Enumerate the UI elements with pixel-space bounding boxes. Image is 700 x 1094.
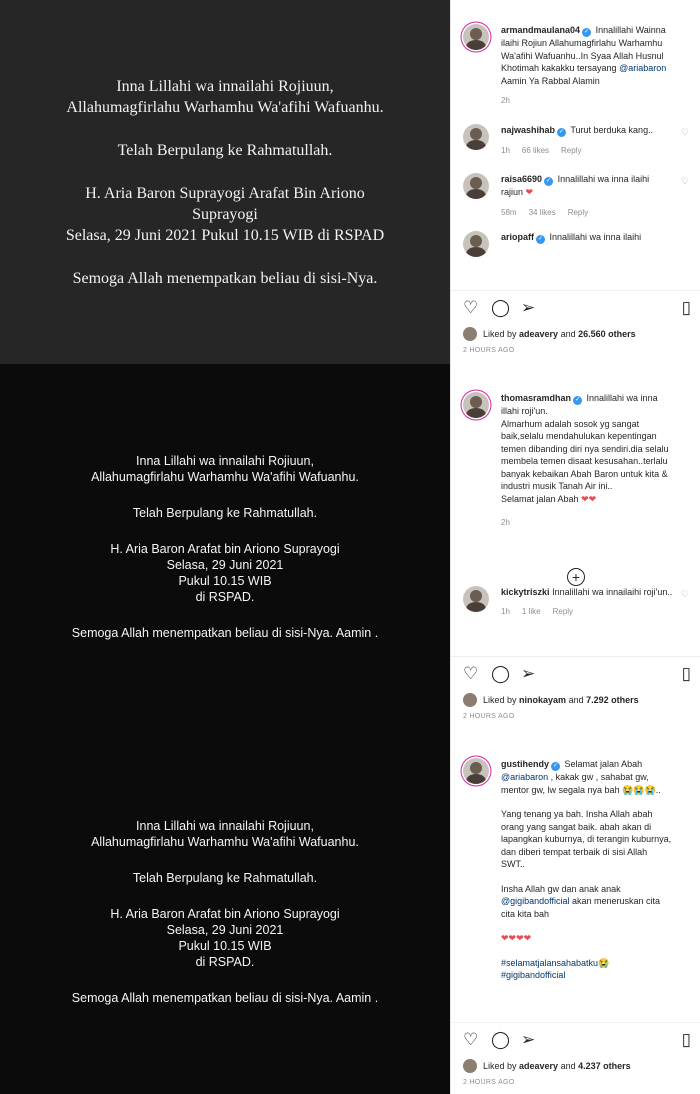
verified-icon: ✓ [553, 763, 559, 769]
comment-body: Almarhum adalah sosok yg sangat baik,selalu mendahulukan kepentingan temen dibanding diri nya sendiri.dia selalu membela temen disaat kesusahan..terlalu banyak kebaikan Abah Baron untuk kita & industri musik Tanah Air ini.. [501, 418, 669, 491]
post-actions [451, 656, 700, 720]
comment-item [451, 392, 700, 530]
heart-icon[interactable]: ♡ [463, 664, 479, 683]
comment-text: Innalillahi Wainna ilaihi Rojiun Allahumagfirlahu Warhamhu Wa'afihi Wafuanhu..In Syaa Allah Husnul Khotimah kakakku tersayang [501, 25, 666, 73]
comment-like-icon[interactable]: ♡ [680, 588, 689, 599]
comment-text-end: Aamin Ya Rabbal Alamin [501, 75, 600, 86]
bookmark-icon[interactable]: ▯ [681, 298, 691, 317]
post-actions [451, 290, 700, 354]
comment-likes[interactable]: 66 likes [521, 145, 550, 155]
likes-summary[interactable]: Liked by adeavery and 26.560 others [451, 327, 700, 341]
heart-emoji: ❤ [525, 187, 534, 197]
comment-meta [501, 145, 673, 158]
reply-button[interactable]: Reply [567, 207, 589, 217]
comment-likes[interactable]: 1 like [521, 607, 541, 616]
comment-item [451, 24, 700, 108]
comment-text-end: , kakak gw , sahabat gw, mentor gw, lw segala nya bah 😭😭😭.. [501, 772, 661, 795]
heart-icon[interactable]: ♡ [463, 1030, 479, 1049]
comment-list[interactable] [451, 0, 700, 290]
comment-icon[interactable]: ◯ [491, 664, 511, 683]
scroll-fade [451, 280, 700, 290]
avatar[interactable] [463, 231, 489, 257]
share-icon[interactable]: ➢ [521, 664, 536, 683]
post-text-prayer: Inna Lillahi wa innailahi Rojiuun, Allahumagfirlahu Warhamhu Wa'afihi Wafuanhu. [66, 77, 384, 116]
post-actions [451, 1022, 700, 1086]
avatar[interactable] [463, 758, 489, 784]
comment-username[interactable]: ariopaff [501, 232, 535, 242]
comment-time: 1h [501, 145, 510, 155]
heart-emoji: ❤❤ [581, 493, 597, 504]
heart-emoji: ❤❤❤❤ [501, 933, 532, 943]
post-image-2 [0, 364, 450, 730]
comment-username[interactable]: najwashihab [501, 124, 556, 135]
avatar[interactable] [463, 24, 489, 50]
comment-username[interactable]: raisa6690 [501, 174, 543, 184]
verified-icon: ✓ [546, 178, 552, 184]
share-icon[interactable]: ➢ [521, 298, 536, 317]
scroll-fade [451, 646, 700, 656]
likes-summary[interactable]: Liked by adeavery and 4.237 others [451, 1059, 700, 1073]
likes-count[interactable]: 7.292 others [586, 695, 639, 705]
comment-time: 2h [501, 96, 510, 105]
post-text-prayer: Inna Lillahi wa innailahi Rojiuun, Allahumagfirlahu Warhamhu Wa'afihi Wafuanhu. [91, 454, 359, 484]
post-time: 2 HOURS AGO [463, 713, 515, 720]
comment-body-closing: Selamat jalan Abah ❤❤ [501, 493, 597, 504]
comment-like-icon[interactable]: ♡ [680, 126, 689, 137]
post-text-closing: Semoga Allah menempatkan beliau di sisi-Nya. [72, 269, 378, 287]
comment-sidebar-3 [450, 730, 700, 1094]
avatar[interactable] [463, 586, 489, 612]
action-bar [451, 291, 700, 327]
comment-mention[interactable]: @ariabaron [619, 63, 667, 73]
comment-text: Innalillahi wa innailaihi roji'un.. [552, 586, 673, 597]
post-text-prayer: Inna Lillahi wa innailahi Rojiuun, Allahumagfirlahu Warhamhu Wa'afihi Wafuanhu. [91, 819, 359, 849]
hashtag[interactable]: #selamatjalansahabatku😭 [501, 957, 610, 968]
liker-username[interactable]: ninokayam [519, 695, 567, 705]
comment-like-icon[interactable]: ♡ [680, 176, 689, 186]
instagram-post-2 [0, 364, 700, 730]
comment-icon[interactable]: ◯ [491, 298, 511, 317]
post-text-details: H. Aria Baron Suprayogi Arafat Bin Ariono Suprayogi Selasa, 29 Juni 2021 Pukul 10.15 WIB di RSPAD [65, 184, 385, 244]
instagram-post-1 [0, 0, 700, 364]
liker-username[interactable]: adeavery [519, 329, 559, 339]
avatar[interactable] [463, 173, 489, 199]
liker-avatar [463, 1059, 477, 1073]
bookmark-icon[interactable]: ▯ [681, 664, 691, 683]
verified-icon: ✓ [559, 128, 565, 135]
comment-username[interactable]: armandmaulana04 [501, 25, 581, 35]
comment-text: Selamat jalan Abah [564, 759, 643, 769]
verified-icon: ✓ [575, 397, 581, 403]
comment-time: 2h [501, 518, 510, 527]
comment-meta [501, 517, 673, 530]
comment-item [451, 586, 700, 619]
comment-meta [501, 207, 673, 220]
verified-icon: ✓ [584, 29, 590, 35]
comment-list[interactable] [451, 364, 700, 656]
comment-item [451, 124, 700, 158]
plus-circle-icon[interactable]: + [567, 568, 585, 586]
comment-body-closing: Insha Allah gw dan anak anak @gigibandofficial akan meneruskan cita cita kita bah [501, 883, 661, 919]
likes-count[interactable]: 26.560 others [578, 329, 636, 339]
comment-time: 1h [501, 607, 510, 616]
comment-likes[interactable]: 34 likes [528, 207, 556, 217]
post-image-1 [0, 0, 450, 364]
post-time: 2 HOURS AGO [463, 1079, 515, 1086]
liker-username[interactable]: adeavery [519, 1061, 559, 1071]
comment-list[interactable] [451, 730, 700, 1022]
comment-icon[interactable]: ◯ [491, 1030, 511, 1049]
liker-avatar [463, 327, 477, 341]
avatar[interactable] [463, 392, 489, 418]
post-text-closing: Semoga Allah menempatkan beliau di sisi-Nya. Aamin . [71, 991, 379, 1005]
comment-mention[interactable]: @ariabaron [501, 772, 549, 782]
share-icon[interactable]: ➢ [521, 1030, 536, 1049]
verified-icon: ✓ [538, 236, 544, 242]
comment-text: Turut berduka kang.. [570, 124, 654, 135]
likes-summary[interactable]: Liked by ninokayam and 7.292 others [451, 693, 700, 707]
heart-icon[interactable]: ♡ [463, 298, 479, 317]
comment-meta [501, 606, 673, 619]
post-text-closing: Semoga Allah menempatkan beliau di sisi-Nya. Aamin . [71, 626, 379, 640]
reply-button[interactable]: Reply [552, 607, 574, 616]
instagram-post-3 [0, 730, 700, 1094]
post-text-announcement: Telah Berpulang ke Rahmatullah. [117, 141, 333, 159]
avatar[interactable] [463, 124, 489, 150]
comment-sidebar-1 [450, 0, 700, 364]
comment-sidebar-2 [450, 364, 700, 730]
comment-time: 58m [501, 207, 517, 217]
liker-avatar [463, 693, 477, 707]
comment-item [451, 231, 700, 244]
comment-mention[interactable]: @gigibandofficial [501, 896, 570, 906]
likes-count[interactable]: 4.237 others [578, 1061, 631, 1071]
comment-meta [501, 95, 673, 108]
comment-item [451, 173, 700, 219]
reply-button[interactable]: Reply [561, 145, 582, 155]
action-bar [451, 1023, 700, 1059]
comment-username[interactable]: thomasramdhan [501, 393, 572, 403]
bookmark-icon[interactable]: ▯ [681, 1030, 691, 1049]
hashtag[interactable]: #gigibandofficial [501, 970, 566, 980]
comment-body: Yang tenang ya bah. Insha Allah abah orang yang sangat baik. abah akan di lapangkan kuburnya, di terangin kuburnya, dan diberi tempat terbaik di sisi Allah SWT.. [501, 809, 672, 869]
post-text-details: H. Aria Baron Arafat bin Ariono Suprayogi Selasa, 29 Juni 2021 Pukul 10.15 WIB di RSPAD. [110, 907, 340, 969]
comment-text: Innalillahi wa inna illahi roji'un. [501, 393, 658, 416]
comment-username[interactable]: gustihendy [501, 759, 550, 769]
post-time: 2 HOURS AGO [463, 347, 515, 354]
action-bar [451, 657, 700, 693]
post-text-announcement: Telah Berpulang ke Rahmatullah. [132, 871, 318, 885]
comment-text: Innalillahi wa inna ilaihi rajiun [501, 174, 650, 197]
post-text-announcement: Telah Berpulang ke Rahmatullah. [132, 506, 318, 520]
comment-username[interactable]: kickytriszki [501, 586, 550, 597]
comment-item [451, 758, 700, 982]
post-image-3 [0, 730, 450, 1094]
post-text-details: H. Aria Baron Arafat bin Ariono Suprayogi Selasa, 29 Juni 2021 Pukul 10.15 WIB di RSPAD. [110, 542, 340, 604]
comment-text: Innalillahi wa inna ilaihi [549, 232, 642, 242]
